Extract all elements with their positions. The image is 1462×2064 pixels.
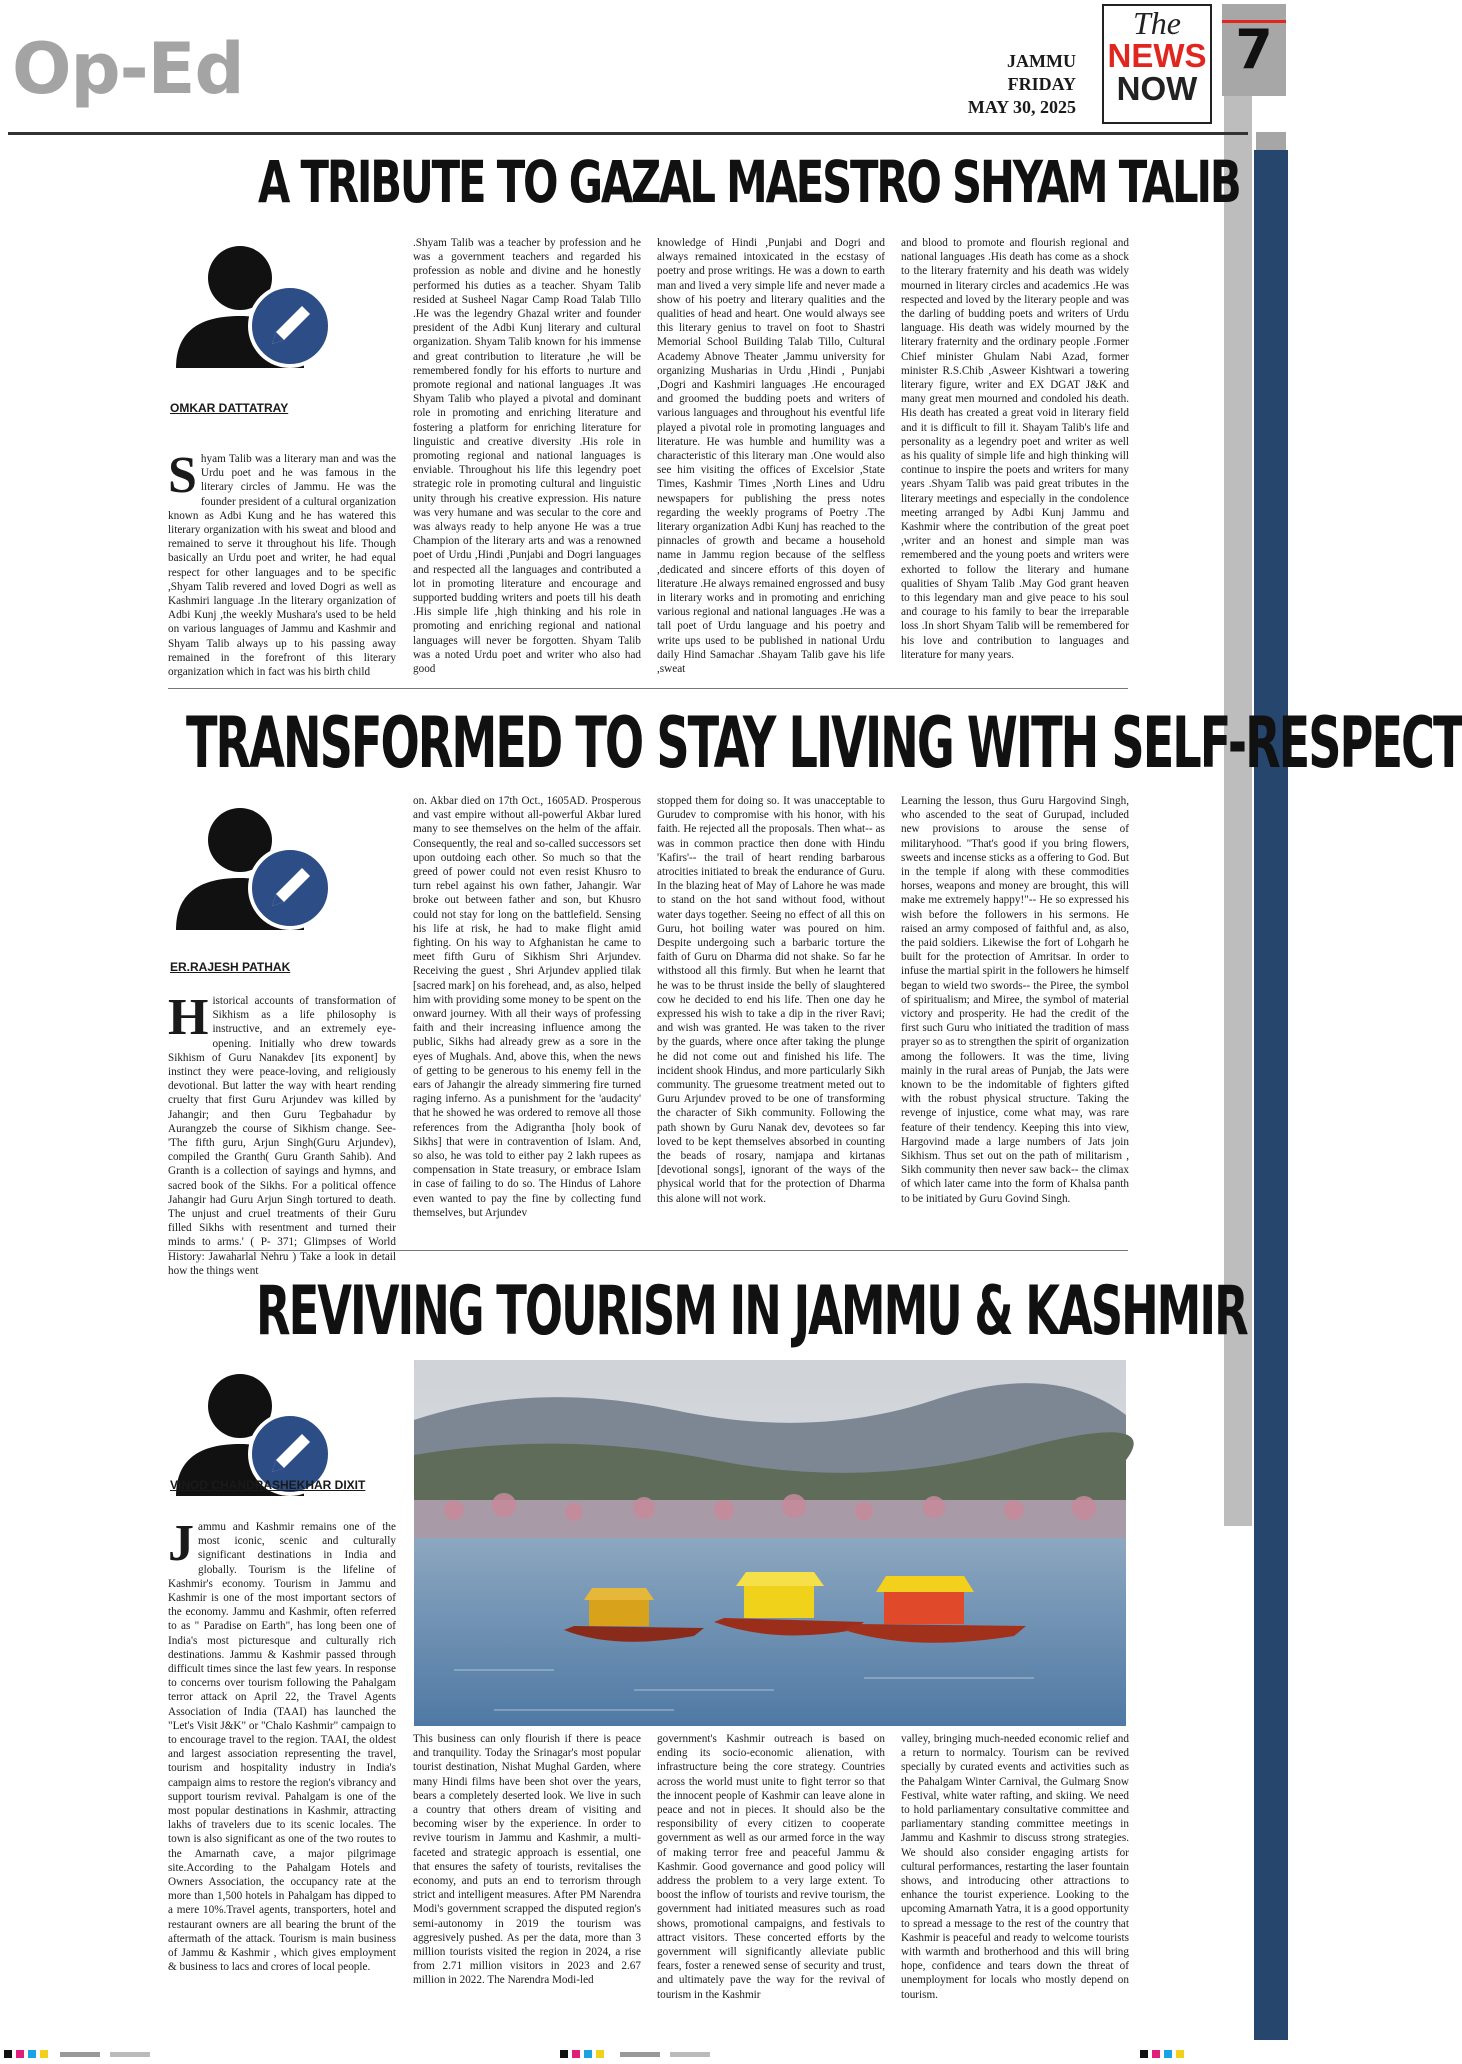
column-text: ammu and Kashmir remains one of the most iconic, scenic and culturally significant destinations in India and globally. Tourism is the lifeline of Kashmir's economy. Tourism in Jammu and Kashmir is one of the most important sectors of the economy. Jammu and Kashmir, often referred to as " Paradise on Earth", has long been one of India's most picturesque and culturally rich destinations. Jammu & Kashmir passed through difficult times since the last few years. In response to concerns over tourism following the Pahalgam terror attack on April 22, the Travel Agents Association of India (TAAI) has launched the "Let's Visit J&K" or "Chalo Kashmir" campaign to to encourage travel to the region. TAAI, the oldest and largest association representing the travel, tourism and hospitality industry in India's campaign aims to restore the region's vibrancy and support tourism revival. Pahalgam is one of the most popular destinations in Kashmir, attracting lakhs of travelers due to its scenic locales. The town is also significant as one of the two routes to the Amarnath cave, a major pilgrimage site.According to the Pahalgam Hotels and Owners Association, the occupancy rate at the more than 1,500 hotels in Pahalgam has dipped to a mere 10%.Travel agents, transporters, hotel and restaurant owners are all bearing the brunt of the aftermath of the attack. Tourism is main business of Jammu & Kashmir , which gives employment & business to lacs and crores of local people.: [168, 1521, 396, 1974]
author-name: VINOD CHANDRASHEKHAR DIXIT: [170, 1478, 366, 1492]
article-column: [413, 236, 641, 678]
column-text: government's Kashmir outreach is based on ending its socio-economic alienation, with infrastructure being the core strategy. Countries across the world must unite to fight terror so that the innocent people of Kashmir can leave alone in peace and not in pieces. It should also be the responsibility of every citizen to cooperate government as well as our armed force in the way of making terror free and peaceful Jammu & Kashmir. Good governance and good policy will address the problem to a very large extent. To boost the inflow of tourists and revive tourism, the government had initiated measures such as road shows, promotional campaigns, and festivals to attract visitors. These concerted efforts by the government will significantly alleviate public fears, foster a renewed sense of security and trust, and ultimately pave the way for the revival of tourism in the Kashmir: [657, 1733, 885, 2001]
side-bar-blue: [1254, 150, 1288, 2040]
dateline-date: MAY 30, 2025: [967, 97, 1076, 117]
column-text: This business can only flourish if there is peace and tranquility. Today the Srinagar's most popular tourist destination, Nishat Mughal Garden, where many Hindi films have been shot over the years, bears a completely deserted look. We live in such a country that others dream of visiting and becoming wiser by the experience. In order to revive tourism in Jammu and Kashmir, a multi-faceted and strategic approach is essential, one that ensures the safety of tourists, revitalises the economy, and puts an end to terrorism through strict and intelligent measures. After PM Narendra Modi's government scrapped the disputed region's semi-autonomy in 2019 the tourism was aggresively pushed. As per the data, more than 3 million tourists visited the region in 2024, a rise from 2.71 million visitors in 2023 and 2.67 million in 2022. The Narendra Modi-led: [413, 1733, 641, 1987]
column-text: stopped them for doing so. It was unacceptable to Gurudev to compromise with his honor, with his faith. He rejected all the proposals. Then what-- as was in common practice then done with Hindu 'Kafirs'-- the trail of heart rending barbarous atrocities initiated to break the endurance of Guru. In the blazing heat of May of Lahore he was made to stand on the hot sand without food, without water days together. Seeing no effect of all this on Guru, hot boiling water was poured on him. Despite undergoing such a barbaric torture the faith of Guru on Dharma did not shake. So far he withstood all this firmly. But when he learnt that he was to be thrust inside the belly of slaughtered cow he decided to end his life. Then one day he expressed his wish to take a dip in the river Ravi; and wish was granted. He was taken to the river by the guards, where once after taking the plunge he did not come out and finished his life. The incident shook Hindus, and more particularly Sikh community. The gruesome treatment meted out to Guru Arjundev proved to be one of transforming the character of Sikh community. Following the path shown by Guru Nanak dev, devotees so far loved to be kept themselves absorbed in counting the beads of rosary, namjapa and kirtanas [devotional songs], ignorant of the ways of the physical world that for the protection of Dharma this alone will not work.: [657, 795, 885, 1205]
logo-the: The: [1133, 5, 1181, 41]
page-number: 7: [1222, 4, 1286, 96]
author-avatar-pencil-icon: [168, 800, 348, 930]
print-registration-strip: [0, 2040, 1296, 2064]
header-rule: [8, 132, 1248, 135]
dateline-location: JAMMU: [1007, 51, 1076, 71]
column-text: knowledge of Hindi ,Punjabi and Dogri and always remained intoxicated in the ecstasy of poetry and prose writings. He was a down to earth man and lived a very simple life and never made a show of his poetry and literary qualities and the qualities of head and heart. One would always see this literary genius to travel on foot to Shastri Memorial School Building Talab Tillo, Cultural Academy Abnove Theater ,Jammu university for organizing Musharias in Urdu ,Hindi , Punjabi ,Dogri and Kashmiri languages .He encouraged and groomed the budding poets and writers of various languages and throughout his eventful life played a pivotal role in promoting languages and literature. He was humble and humility was a characteristic of this literary man .One would also see him visiting the offices of Excelsior ,State Times, Kashmir Times ,North Lines and Udru newspapers for publishing the press notes regarding the weekly programs of Poetry .The literary organization Adbi Kunj has reached to the pinnacles of growth and became a household name in Jammu region because of the selfless ,dedicated and sincere efforts of this doyen of literature .He always remained engrossed and busy in literary works and in promoting and enriching various regional and national languages .He was a tall poet of Urdu language and his poetry and write ups used to be published in national Urdu daily Hind Samachar .Shayam Talib gave his life ,sweat: [657, 237, 885, 676]
article-column: [413, 794, 641, 1240]
column-text: Learning the lesson, thus Guru Hargovind Singh, who ascended to the seat of Gurupad, included new provisions to arouse the sense of militaryhood. "That's good if you bring flowers, sweets and incense sticks as a offering to God. But in the temple if along with these commodities horses, weapons and money are brought, this will make me extremely happy!"-- He so expressed his wish before the followers in his sermons. He raised an army composed of faithful and, as also, the paid soldiers. Likewise the fort of Lohgarh he built for the protection of Amritsar. In order to infuse the martial spirit in the followers he himself began to wield two swords-- the Piree, the symbol of spiritualism; and Miree, the symbol of material victory and prosperity. He had the credit of the first such Guru who initiated the tradition of mass prayer so as to strengthen the spirit of organization among the followers. It was the time, living mainly in the rural areas of Punjab, the Jats were known to be the indomitable of fighters gifted with the robust physical structure. Taking the revenge of injustice, come what may, was rare feature of their tendency. Keeping this into view, Hargovind made a large numbers of Jats join Sikhism. Thus set out on the path of militarism , Sikh community then never saw back-- the climax of which later came into the form of Khalsa panth to be initiated by Guru Govind Singh.: [901, 795, 1129, 1205]
column-text: on. Akbar died on 17th Oct., 1605AD. Prosperous and vast empire without all-powerful Akbar lured many to see themselves on the helm of the affair. Consequently, the real and so-called successors set upon outdoing each other. So much so that the greed of power could not even resist Khusro to turn rebel against his own father, Jahangir. War broke out between father and son, but Khusro could not stay for long on the battlefield. Sensing his life at risk, he had to make flight amid fighting. On his way to Afghanistan he came to meet fifth Guru of Sikhism Shri Arjundev. Receiving the guest , Shri Arjundev applied tilak [sacred mark] on his forehead, and, as also, helped him with providing some money to be spent on the onward journey. With all their ways of professing faith and their increasing influence among the public, Sikhs had already grew as a sore in the eyes of Mughals. And, above this, when the news of getting to be generous to his enemy fell in the ears of Jahangir the already simmering fire turned raging inferno. As a punishment for the 'audacity' that he showed he was ordered to remove all those references from the Adigrantha [holy book of Sikhs] that were in contravention of Islam. And, so also, he was told to either pay 2 lakh rupees as compensation in State treasury, or embrace Islam in case of failing to do so. The Hindus of Lahore even wanted to pay the fine by collecting fund themselves, but Arjundev: [413, 795, 641, 1219]
column-text: .Shyam Talib was a teacher by profession and he was a government teachers and regarded his profession as noble and divine and he honestly performed his duties as a teacher. Shyam Talib resided at Susheel Nagar Camp Road Talab Tillo .He was the legendry Ghazal writer and founder president of the Adbi Kunj literary and cultural organization. Shyam Talib known for his immense and great contribution to literature ,he will be remembered fondly for his efforts to nurture and promote regional and national languages .It was Shyam Talib who played a pivotal and dominant role in promoting and enriching literature and fostering a platform for enriching literature for linguistic and creative diversity .His role in promoting regional and national languages is enviable. Throughout his life this legendry poet strategic role in promoting cultural and linguistic unity through his creative expression. His nature was very humane and was secular to the core and was always ready to help anyone He was a true Champion of the literary arts and was a renowned poet of Urdu ,Hindi ,Punjabi and Dogri languages and respected all the languages and contributed a lot in promoting literature and encourage and supported budding writers and poets till his death .His simple life ,high thinking and his role in promoting and enriching regional and national languages will never be forgotten. Shyam Talib was a noted Urdu poet and writer who also had good: [413, 237, 641, 676]
drop-cap: S: [168, 447, 197, 504]
column-text: hyam Talib was a literary man and was the Urdu poet and he was famous in the literary circles of Jammu. He was the founder president of a cultural organization known as Adbi Kung and he has watered this literary organization with his sweat and blood and remained to serve it throughout his life. Though basically an Urdu poet and writer, he had equal respect for other languages and to be specific ,Shyam Talib revered and loved Dogri as well as Kashmiri language .In the literary organization of Adbi Kunj ,the weekly Mushara's used to be held on various languages of Jammu and Kashmir and Shyam Talib always up to his passing away remained in the forefront of this literary organization which in fact was his birth child: [168, 453, 396, 679]
column-text: valley, bringing much-needed economic relief and a return to normalcy. Tourism can be revived specially by curated events and activities such as the Pahalgam Winter Carnival, the Gulmarg Snow Festival, white water rafting, and skiing. We need to hold parliamentary consultative committee and parliamentary standing committee meetings in Jammu and Kashmir to discuss strong strategies. We should also consider engaging artists for cultural performances, restarting the laser fountain shows, and introducing other attractions to enhance the tourist experience. Looking to the upcoming Amarnath Yatra, it is a good opportunity to spread a message to the rest of the country that Kashmir is peaceful and ready to welcome tourists with warmth and brotherhood and this will bring hope, confidence and tears down the threat of unemployment for locals who mostly depend on tourism.: [901, 1733, 1129, 2001]
article-column: [901, 236, 1129, 678]
author-avatar-pencil-icon: [168, 1366, 348, 1496]
article-column: [168, 989, 396, 1277]
page-number-accent: [1222, 20, 1286, 37]
section-title: Op-Ed: [12, 28, 244, 110]
author-avatar-pencil-icon: [168, 238, 348, 368]
article-separator: [168, 1250, 1128, 1251]
dateline: [968, 50, 1076, 119]
article-column: [657, 794, 885, 1240]
article-headline: A TRIBUTE TO GAZAL MAESTRO SHYAM TALIB: [258, 148, 1240, 216]
dateline-weekday: FRIDAY: [1007, 74, 1076, 94]
article-column: [168, 1515, 396, 2028]
article-column: [901, 1732, 1129, 2028]
article-column: [168, 447, 396, 679]
drop-cap: H: [168, 989, 209, 1046]
author-name: OMKAR DATTATRAY: [170, 401, 289, 415]
article-column: [413, 1732, 641, 2028]
newspaper-logo: [1102, 4, 1212, 124]
article-headline: REVIVING TOURISM IN JAMMU & KASHMIR: [256, 1272, 1247, 1351]
article-separator: [168, 688, 1128, 689]
column-text: istorical accounts of transformation of Sikhism as a life philosophy is instructive, and an extremely eye-opening. Initially who drew towards Sikhism of Guru Nanakdev [its exponent] by instinct they were peace-loving, and religiously devotional. But latter the way with heart rending cruelty that first Guru Arjundev was killed by Jahangir; and then Guru Tegbahadur by Aurangzeb the course of Sikhism change. See- 'The fifth guru, Arjun Singh(Guru Arjundev), compiled the Granth( Guru Granth Sahib). And Granth is a collection of sayings and hymns, and sacred book of the Sikhs. For a political offence Jahangir had Guru Arjun Singh tortured to death. The unjust and cruel treatments of their Guru filled Sikhs with resentment and turned their minds to arms.' ( P- 371; Glimpses of World History: Jawaharlal Nehru ) Take a look in detail how the things went: [168, 995, 396, 1277]
logo-now: NOW: [1116, 70, 1198, 107]
article-headline: TRANSFORMED TO STAY LIVING WITH SELF-RESPECT: [186, 702, 1462, 784]
article-column: [901, 794, 1129, 1240]
article-column: [657, 1732, 885, 2028]
shikara-boats-lake-photo: [414, 1360, 1126, 1726]
logo-news: NEWS: [1107, 37, 1207, 74]
author-name: ER.RAJESH PATHAK: [170, 960, 291, 974]
drop-cap: J: [168, 1515, 194, 1572]
column-text: and blood to promote and flourish regional and national languages .His death has come as a shock to the literary fraternity and his death was widely mourned in literary circles and academics .He was respected and loved by the literary people and was the darling of budding poets and writers of Urdu language. His death was widely mourned by the literary fraternity and the ordinary people .Former Chief minister Ghulam Nabi Azad, former minister R.S.Chib ,Asweer Kishtwari a towering literary figure, writer and EX DGAT J&K and many great men mourned and condoled his death. His death has created a great void in literary field and it is difficult to fill it. Shayam Talib's life and personality as a legendry poet and writer as well as his quality of simple life and high thinking will continue to inspire the poets and writers for many years .Shyam Talib was paid great tributes in the literary meetings and especially in the condolence meeting arranged by Adbi Kunj Jammu and Kashmir where the contribution of the great poet ,writer and an honest and simple man was remembered and the young poets and writers were exhorted to follow the literary and humane qualities of Shyam Talib .May God grant heaven to this legendary man and give peace to his soul and courage to his family to bear the irreparable loss .In short Shyam Talib will be remembered for his love and contribution to languages and literature for many years.: [901, 237, 1129, 661]
article-column: [657, 236, 885, 678]
